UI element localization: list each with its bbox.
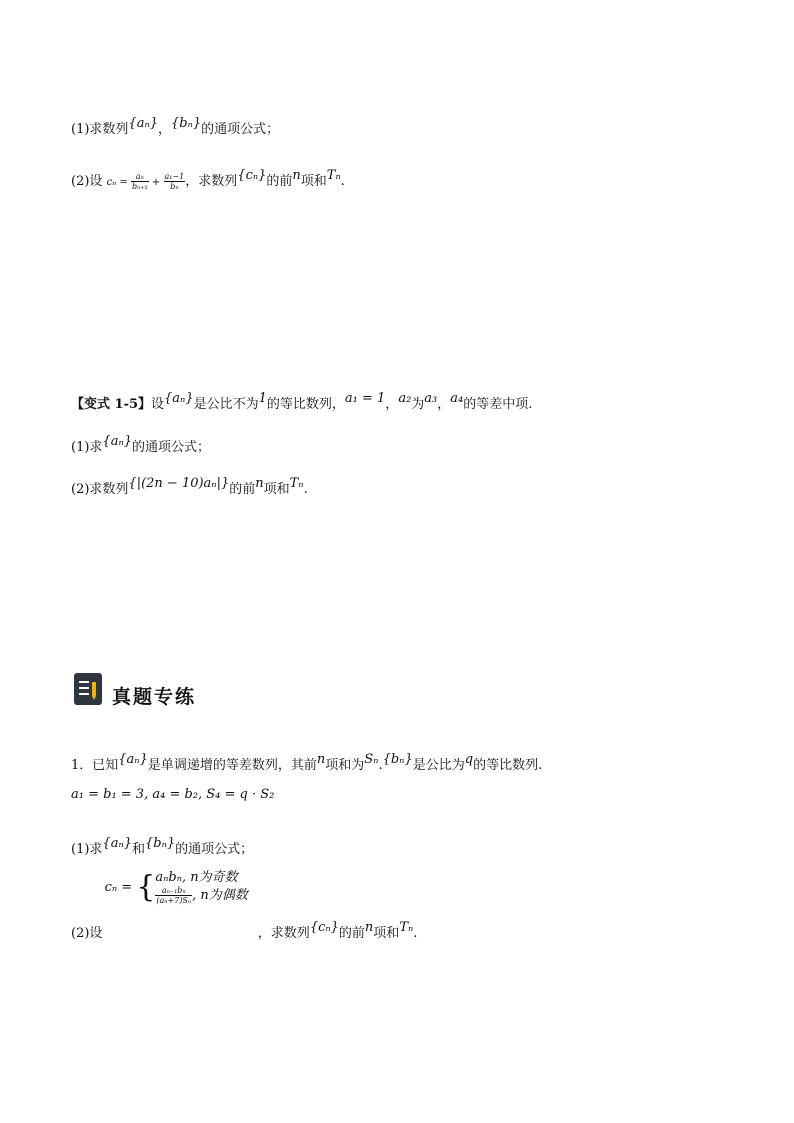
- text: 的等比数列.: [473, 758, 543, 773]
- math-a1-eq: a₁ = 1: [344, 391, 386, 406]
- math-a2: a₂: [398, 391, 412, 406]
- fraction-numerator: a₁−1: [164, 172, 185, 181]
- math-n: n: [255, 476, 264, 491]
- variant-question-1: [71, 436, 210, 455]
- fraction-numerator: aₙ: [131, 172, 149, 182]
- problem-1-statement: [71, 754, 542, 773]
- variant-question-2: [71, 478, 308, 497]
- text: .: [340, 174, 345, 189]
- text: (1)求数列: [71, 122, 129, 137]
- math-set-c: {cₙ}: [309, 920, 339, 935]
- math-T-n: Tₙ: [289, 476, 304, 491]
- text: ，: [437, 397, 451, 412]
- math-a4: a₄: [450, 391, 464, 406]
- case-odd: aₙbₙ, n为奇数: [155, 870, 238, 885]
- text: 是单调递增的等差数列，其前: [147, 758, 317, 773]
- text: ，求数列: [257, 926, 310, 941]
- text: (2)求数列: [71, 482, 129, 497]
- text: 的通项公式；: [175, 842, 254, 857]
- fraction-denominator: bₙ₊₁: [131, 182, 148, 191]
- math-set-a: {aₙ}: [118, 752, 148, 767]
- math-brace: {: [136, 869, 156, 905]
- fraction: [155, 886, 192, 905]
- case-even: [155, 886, 247, 905]
- text: 项和: [263, 482, 290, 497]
- fraction-denominator: (aₙ+7)Sₙ: [156, 896, 192, 905]
- text: 项和为: [325, 758, 365, 773]
- problem-1-question-1: [71, 838, 253, 857]
- math-S-n: Sₙ: [364, 752, 379, 767]
- fraction-numerator: aₙ₋₁bₙ: [155, 886, 192, 896]
- math-c-n: cₙ =: [104, 880, 137, 895]
- math-c-n: cₙ =: [106, 177, 131, 188]
- problem-1-question-2: [71, 869, 418, 941]
- text: ，: [157, 122, 171, 137]
- math-set-a: {aₙ}: [102, 434, 132, 449]
- text: 的等差中项.: [463, 397, 533, 412]
- text: 的前: [338, 926, 365, 941]
- math-T-n: Tₙ: [326, 168, 341, 183]
- text: 和: [131, 842, 145, 857]
- text: .: [378, 758, 383, 773]
- text: (2)设: [71, 926, 103, 941]
- case-even-tail: , n为偶数: [192, 888, 248, 903]
- text: 的前: [266, 174, 293, 189]
- text: 是公比不为: [193, 397, 259, 412]
- text: 的前: [229, 482, 256, 497]
- fraction: [131, 172, 149, 191]
- text: 的等比数列，: [266, 397, 345, 412]
- piecewise-function: [105, 870, 248, 905]
- fraction-denominator: bₙ: [170, 182, 179, 191]
- math-n: n: [292, 168, 301, 183]
- math-plus: +: [148, 177, 164, 188]
- text: 1．已知: [71, 758, 119, 773]
- text: 的通项公式；: [131, 440, 210, 455]
- text: 是公比为: [412, 758, 465, 773]
- text: (2)设: [71, 174, 103, 189]
- text: .: [413, 926, 418, 941]
- math-one: 1: [258, 391, 267, 406]
- math-abs-expression: {|(2n − 10)aₙ|}: [128, 476, 230, 491]
- variant-1-5-statement: [71, 393, 532, 412]
- math-set-a: {aₙ}: [164, 391, 194, 406]
- math-set-b: {bₙ}: [145, 836, 176, 851]
- question-1-1: [71, 118, 279, 137]
- text: 为: [411, 397, 425, 412]
- text: (1)求: [71, 842, 103, 857]
- problem-1-conditions: a₁ = b₁ = 3, a₄ = b₂, S₄ = q · S₂: [71, 787, 275, 802]
- math-q: q: [464, 752, 474, 767]
- math-T-n: Tₙ: [399, 920, 414, 935]
- text: ，求数列: [185, 174, 238, 189]
- math-set-c: {cₙ}: [237, 168, 267, 183]
- math-set-a: {aₙ}: [102, 836, 132, 851]
- text: 项和: [300, 174, 327, 189]
- math-a3: a₃: [424, 391, 438, 406]
- problem-1-question-2-tail: [257, 920, 418, 941]
- math-set-b: {bₙ}: [382, 752, 413, 767]
- section-title: 真题专练: [112, 686, 197, 708]
- text: 项和: [373, 926, 400, 941]
- text: (1)求: [71, 440, 103, 455]
- math-set-a: {aₙ}: [128, 116, 158, 131]
- math-set-b: {bₙ}: [171, 116, 202, 131]
- notebook-pencil-icon: [74, 673, 102, 705]
- question-1-2: [71, 170, 345, 191]
- text: 的通项公式；: [201, 122, 280, 137]
- cases: [155, 870, 247, 905]
- variant-label: 【变式 1-5】: [71, 397, 152, 412]
- math-n: n: [316, 752, 326, 767]
- fraction: [164, 172, 186, 191]
- text: .: [303, 482, 308, 497]
- text: 设: [151, 397, 165, 412]
- text: ，: [385, 397, 399, 412]
- math-n: n: [364, 920, 374, 935]
